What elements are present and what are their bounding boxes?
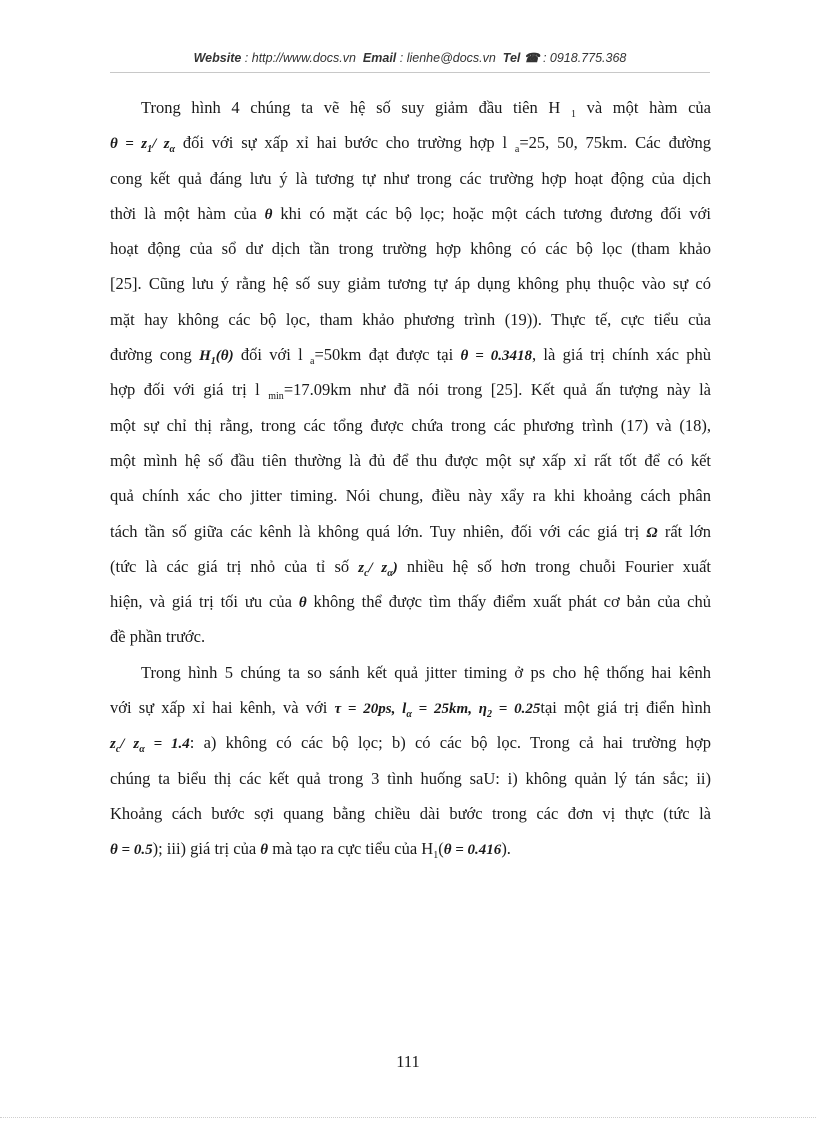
text-line: đường cong $H_1(\theta)$ đối với l $_a$=50km đạt được tại θ = 0.3418, là giá trị chính xác phù: [110, 345, 711, 368]
email-label: Email: [362, 51, 397, 65]
math-inline: H: [199, 348, 211, 365]
tel-label: Tel: [502, 51, 521, 65]
text-line: $z_c/$ $z_\alpha = 1.4$: a) không có các bộ lọc; b) có các bộ lọc. Trong cả hai trường hợp: [110, 733, 711, 756]
text-line: Khoảng cách bước sợi quang bằng chiều dài bước trong các đơn vị thực (tức là: [110, 803, 711, 823]
text-line: thời là một hàm của θ khi có mặt các bộ lọc; hoặc một cách tương đương đối với: [110, 203, 711, 223]
email-value: : lienhe@docs.vn: [399, 51, 496, 65]
math-inline: θ = 0.5: [110, 842, 153, 859]
math-inline: θ = z: [110, 136, 148, 153]
text-line: mặt hay không các bộ lọc, tham khảo phương trình (19)). Thực tế, cực tiểu của: [110, 309, 711, 329]
text-line: đề phần trước.: [110, 627, 206, 647]
text-line: chúng ta biểu thị các kết quả trong 3 tình huống saU: i) không quản lý tán sắc; ii): [110, 768, 711, 788]
text-line: hợp đối với giá trị l $_{min}$=17.09km như đã nói trong [25]. Kết quả ấn tượng này là: [110, 380, 712, 403]
tel-value: : 0918.775.368: [542, 51, 627, 65]
page-header: [110, 50, 710, 65]
math-inline: θ = 0.3418: [460, 348, 532, 365]
website-value: : http://www.docs.vn: [244, 51, 356, 65]
math-inline: θ: [264, 206, 273, 223]
math-inline: θ: [260, 842, 269, 859]
text-line: một sự chỉ thị rằng, trong các tổng được chứa trong các phương trình (17) và (18),: [110, 415, 711, 435]
body-text: [110, 90, 711, 867]
text-line: [25]. Cũng lưu ý rằng hệ số suy giảm tương tự áp dụng không phụ thuộc vào sự có: [110, 274, 711, 294]
website-label: Website: [193, 51, 242, 65]
math-inline: τ = 20ps, l: [334, 701, 407, 718]
text-line: tách tần số giữa các kênh là không quá lớn. Tuy nhiên, đối với các giá trị Ω rất lớn: [110, 521, 711, 541]
math-inline: z: [358, 559, 365, 576]
text-line: (tức là các giá trị nhỏ của tỉ số $z_c/$ $z_\alpha$) nhiều hệ số hơn trong chuỗi Fourier xuất: [110, 556, 711, 579]
text-line: với sự xấp xỉ hai kênh, và với τ = 20ps, $l_\alpha = 25km$, $\eta_2$ = 0.25tại một giá trị điển hình: [110, 698, 711, 721]
text-line: hiện, và giá trị tối ưu của θ không thể được tìm thấy điểm xuất phát cơ bản của chủ: [110, 592, 711, 612]
footer-divider: [0, 1117, 816, 1118]
header-divider: [110, 72, 710, 73]
text-line: một mình hệ số đầu tiên thường là đủ để thu được một sự xấp xỉ rất tốt để có kết: [110, 450, 711, 470]
text-line: θ = 0.5); iii) giá trị của θ mà tạo ra cực tiểu của $H_1(\theta = 0.416)$.: [110, 839, 511, 862]
math-inline: z: [110, 736, 116, 753]
text-line: Trong hình 4 chúng ta vẽ hệ số suy giảm đầu tiên H $_1$ và một hàm của: [141, 98, 711, 120]
text-line: cong kết quả đáng lưu ý là tương tự như trong các trường hợp hoạt động của dịch: [110, 168, 711, 188]
text-line: $\theta = z_1/$ $z_\alpha$ đối với sự xấp xỉ hai bước cho trường hợp l $_a$=25, 50, 75km. Các đường: [110, 133, 711, 156]
math-inline: Ω: [646, 524, 658, 541]
text-line: hoạt động của sổ dư dịch tần trong trường hợp không có các bộ lọc (tham khảo: [110, 239, 711, 259]
text-line: quả chính xác cho jitter timing. Nói chung, điều này xẩy ra khi khoảng cách phân: [110, 486, 711, 506]
page-number: 111: [396, 1052, 420, 1071]
math-inline: θ = 0.416: [443, 842, 502, 859]
math-inline: θ: [298, 595, 307, 612]
text-line: Trong hình 5 chúng ta so sánh kết quả jitter timing ở ps cho hệ thống hai kênh: [141, 662, 711, 682]
phone-icon: ☎: [523, 51, 540, 65]
